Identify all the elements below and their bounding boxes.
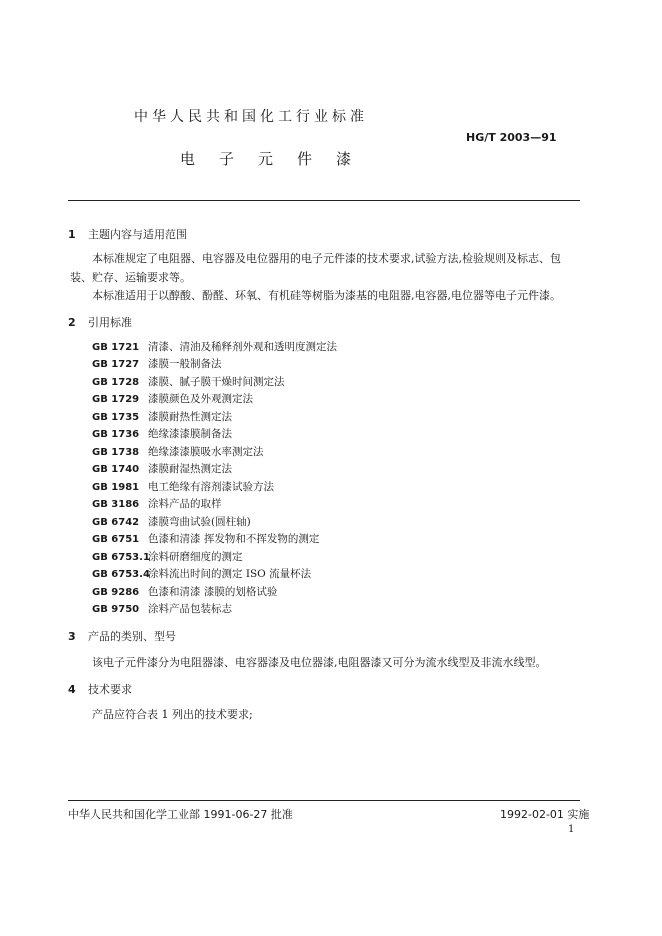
section-2-heading — [68, 314, 132, 330]
reference-code: GB 1728 — [92, 377, 140, 388]
section-3-heading — [68, 628, 176, 644]
reference-code: GB 1738 — [92, 447, 140, 458]
reference-title: 漆膜弯曲试验(圆柱轴) — [148, 516, 251, 528]
reference-title: 漆膜耐湿热测定法 — [148, 463, 232, 475]
section-2-title: 引用标准 — [88, 316, 132, 329]
reference-code: GB 1981 — [92, 482, 140, 493]
standard-code: HG/T 2003—91 — [466, 131, 557, 144]
section-4-paragraph: 产品应符合表 1 列出的技术要求; — [92, 708, 253, 721]
reference-code: GB 6751 — [92, 534, 140, 545]
reference-code: GB 1736 — [92, 429, 140, 440]
reference-item — [92, 601, 232, 618]
section-4-number: 4 — [68, 683, 76, 696]
page-number: 1 — [568, 824, 575, 835]
footer-divider — [68, 800, 580, 801]
reference-item — [92, 426, 232, 443]
section-1-title: 主题内容与适用范围 — [88, 228, 187, 241]
approval-note: 中华人民共和国化学工业部 1991-06-27 批准 — [68, 808, 293, 821]
section-3-title: 产品的类别、型号 — [88, 630, 176, 643]
section-4-heading — [68, 681, 132, 697]
reference-item — [92, 374, 285, 391]
section-1-heading — [68, 226, 187, 242]
reference-item — [92, 584, 277, 601]
reference-title: 电工绝缘有溶剂漆试验方法 — [148, 481, 274, 493]
document-title: 电子元件漆 — [180, 150, 376, 168]
reference-title: 色漆和清漆 漆膜的划格试验 — [148, 586, 278, 598]
reference-item — [92, 479, 274, 496]
reference-item — [92, 339, 337, 356]
reference-code: GB 6753.1 — [92, 552, 150, 563]
reference-code: GB 6753.4 — [92, 569, 150, 580]
reference-item — [92, 461, 232, 478]
reference-code: GB 1729 — [92, 394, 140, 405]
reference-item — [92, 514, 251, 531]
section-3-number: 3 — [68, 630, 76, 643]
reference-item — [92, 549, 243, 566]
reference-item — [92, 391, 253, 408]
reference-item — [92, 566, 311, 583]
reference-code: GB 1740 — [92, 464, 140, 475]
reference-title: 绝缘漆漆膜吸水率测定法 — [148, 446, 264, 458]
reference-title: 漆膜颜色及外观测定法 — [148, 393, 253, 405]
reference-title: 漆膜、腻子膜干燥时间测定法 — [148, 376, 285, 388]
reference-title: 涂料产品的取样 — [148, 498, 222, 510]
reference-code: GB 1735 — [92, 412, 140, 423]
section-4-title: 技术要求 — [88, 683, 132, 696]
reference-item — [92, 409, 232, 426]
reference-item — [92, 444, 264, 461]
reference-code: GB 9286 — [92, 587, 140, 598]
reference-item — [92, 531, 319, 548]
reference-title: 绝缘漆漆膜制备法 — [148, 428, 232, 440]
section-2-number: 2 — [68, 316, 76, 329]
reference-title: 色漆和清漆 挥发物和不挥发物的测定 — [148, 533, 320, 545]
reference-title: 涂料流出时间的测定 ISO 流量杯法 — [148, 568, 312, 580]
reference-code: GB 1721 — [92, 342, 140, 353]
reference-title: 漆膜耐热性测定法 — [148, 411, 232, 423]
reference-code: GB 1727 — [92, 359, 140, 370]
section-1-number: 1 — [68, 228, 76, 241]
reference-item — [92, 496, 222, 513]
reference-title: 涂料产品包装标志 — [148, 603, 232, 615]
reference-code: GB 3186 — [92, 499, 140, 510]
reference-code: GB 9750 — [92, 604, 140, 615]
reference-title: 涂料研磨细度的测定 — [148, 551, 243, 563]
effective-date-note: 1992-02-01 实施 — [500, 808, 590, 821]
section-1-paragraph-1: 本标准规定了电阻器、电容器及电位器用的电子元件漆的技术要求,试验方法,检验规则及标志、包装、贮存、运输要求等。 — [70, 252, 561, 284]
reference-item — [92, 356, 222, 373]
reference-title: 漆膜一般制备法 — [148, 358, 222, 370]
section-3-paragraph: 该电子元件漆分为电阻器漆、电容器漆及电位器漆,电阻器漆又可分为流水线型及非流水线型。 — [92, 656, 547, 669]
standard-title: 中华人民共和国化工行业标准 — [134, 109, 368, 125]
reference-title: 清漆、清油及稀释剂外观和透明度测定法 — [148, 341, 337, 353]
reference-code: GB 6742 — [92, 517, 140, 528]
section-1-paragraph-2: 本标准适用于以醇酸、酚醛、环氧、有机硅等树脂为漆基的电阻器,电容器,电位器等电子元件漆。 — [92, 289, 561, 302]
header-divider — [68, 200, 580, 201]
